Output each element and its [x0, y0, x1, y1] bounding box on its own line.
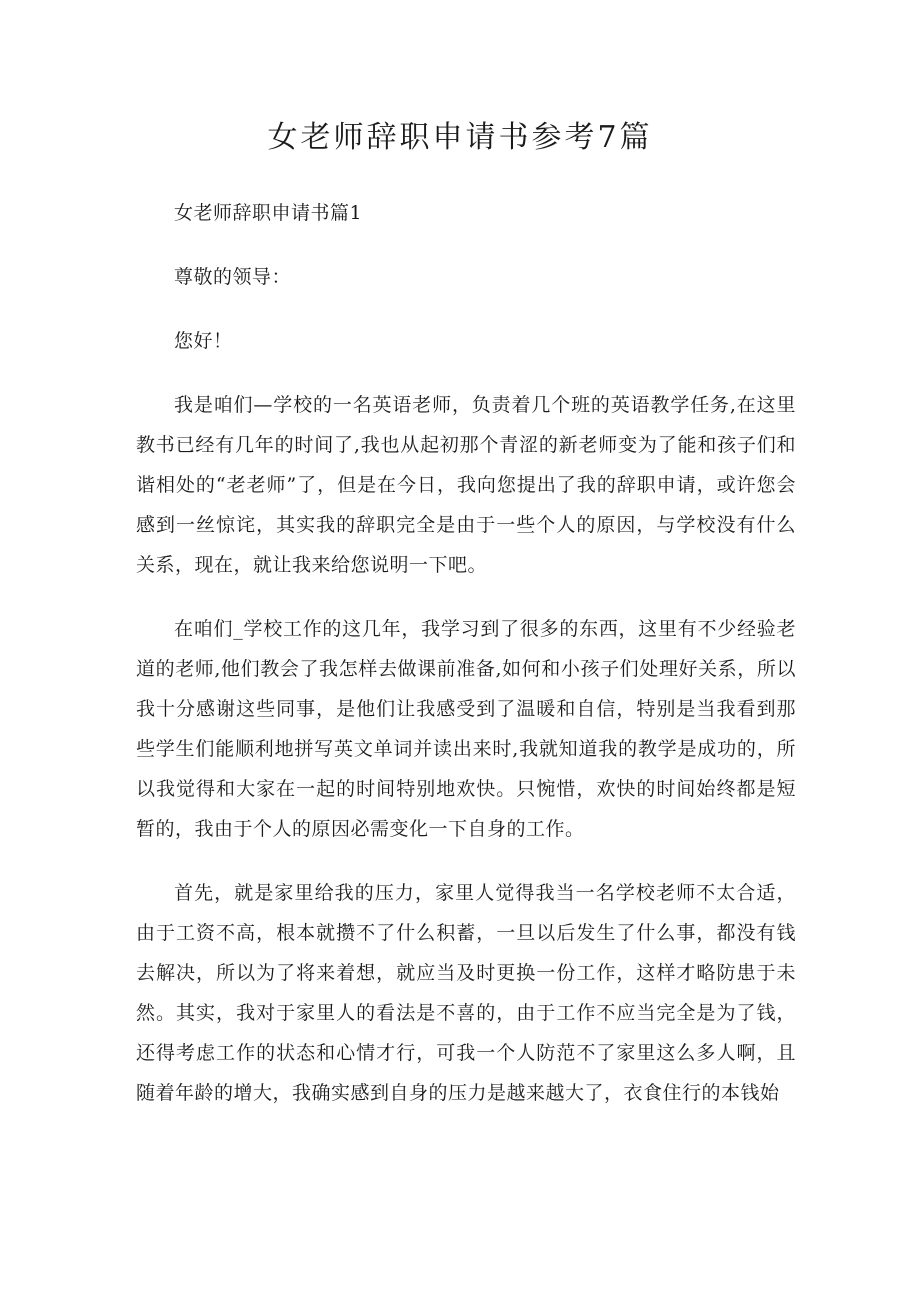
section-heading: 女老师辞职申请书篇1 [174, 202, 363, 224]
salutation: 尊敬的领导： [174, 266, 292, 288]
document-body [136, 193, 796, 1137]
document-title: 女老师辞职申请书参考7篇 [267, 120, 653, 155]
greeting: 您好！ [174, 330, 233, 352]
body-paragraph: 我是咱们—学校的一名英语老师，负责着几个班的英语教学任务,在这里教书已经有几年的时间了,我也从起初那个青涩的新老师变为了能和孩子们和谐相处的“老老师”了，但是在今日，我向您提出了我的辞职申请，或许您会感到一丝惊诧，其实我的辞职完全是由于一些个人的原因，与学校没有什么关系，现在，就让我来给您说明一下吧。 [136, 394, 796, 576]
body-paragraph: 在咱们_学校工作的这几年，我学习到了很多的东西，这里有不少经验老道的老师,他们教会了我怎样去做课前准备,如何和小孩子们处理好关系，所以我十分感谢这些同事，是他们让我感受到了温暖和自信，特别是当我看到那些学生们能顺利地拼写英文单词并读出来时,我就知道我的教学是成功的，所以我觉得和大家在一起的时间特别地欢快。只惋惜，欢快的时间始终都是短暂的，我由于个人的原因必需变化一下自身的工作。 [136, 618, 796, 840]
body-paragraph: 首先，就是家里给我的压力，家里人觉得我当一名学校老师不太合适，由于工资不高，根本就攒不了什么积蓄，一旦以后发生了什么事，都没有钱去解决，所以为了将来着想，就应当及时更换一份工作，这样才略防患于未然。其实，我对于家里人的看法是不喜的，由于工作不应当完全是为了钱，还得考虑工作的状态和心情才行，可我一个人防范不了家里这么多人啊，且随着年龄的增大，我确实感到自身的压力是越来越大了，衣食住行的本钱始 [136, 882, 796, 1104]
